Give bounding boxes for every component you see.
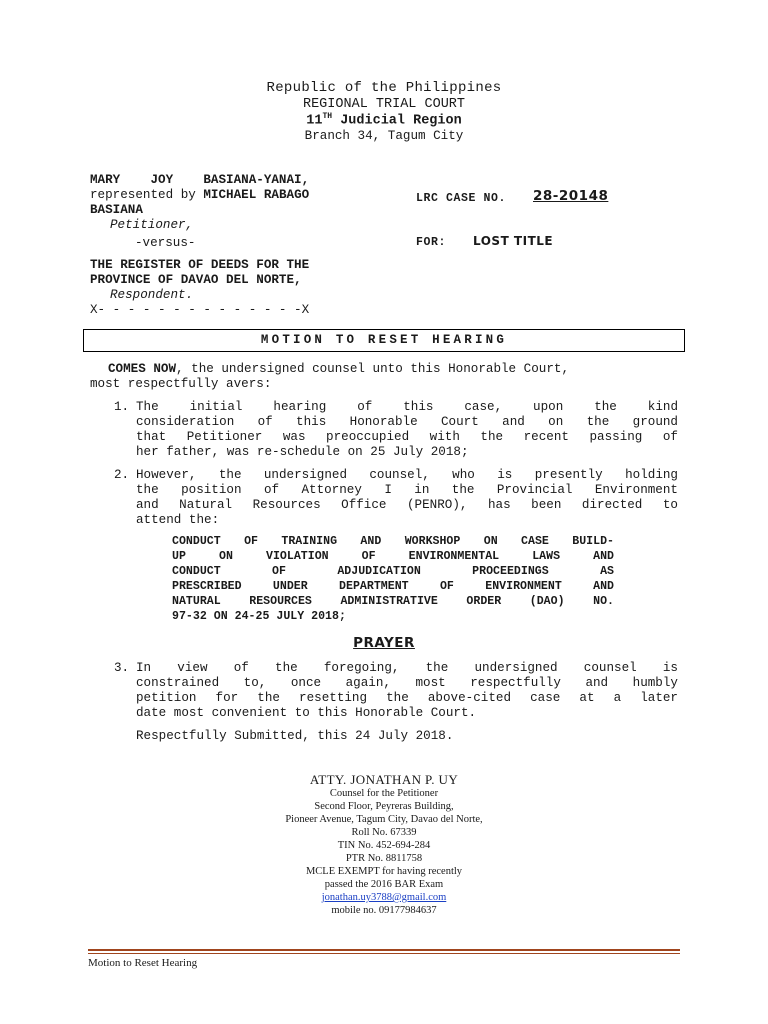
item2-line: attend the:	[136, 513, 220, 527]
case-number-value: 28-20148	[533, 188, 609, 204]
case-number-label: LRC CASE NO.	[416, 192, 507, 205]
email-row	[0, 892, 768, 903]
respondent-name-line2: PROVINCE OF DAVAO DEL NORTE,	[90, 273, 302, 287]
intro-rest: , the undersigned counsel unto this Honorable Court,	[176, 362, 570, 376]
region-number: 11	[306, 113, 323, 129]
intro-line2: most respectfully avers:	[90, 377, 272, 391]
signature-line: MCLE EXEMPT for having recently	[305, 866, 463, 877]
signature-line: Second Floor, Peyreras Building,	[314, 801, 454, 812]
training-line: CONDUCT OF ADJUDICATION PROCEEDINGS AS	[172, 565, 614, 578]
petitioner-represented	[90, 188, 309, 202]
item3-line: In view of the foregoing, the undersigned counsel is	[136, 661, 678, 675]
item1-line: The initial hearing of this case, upon the kind	[136, 400, 678, 414]
petitioner-surname: BASIANA	[90, 203, 143, 217]
item2-line: and Natural Resources Office (PENRO), has been directed to	[136, 498, 678, 512]
for-value: LOST TITLE	[473, 234, 554, 248]
training-line: PRESCRIBED UNDER DEPARTMENT OF ENVIRONMENT AND	[172, 580, 614, 593]
footer-rule-thin	[88, 953, 680, 954]
footer-rule	[88, 949, 680, 951]
training-line: NATURAL RESOURCES ADMINISTRATIVE ORDER (DAO) NO.	[172, 595, 614, 608]
item1-line: her father, was re-schedule on 25 July 2018;	[136, 445, 469, 459]
item3-line: petition for the resetting the above-cited case at a later	[136, 691, 678, 705]
mobile-number: mobile no. 09177984637	[331, 905, 437, 916]
intro-comes-now: COMES NOW	[108, 362, 177, 376]
intro-line1	[90, 362, 678, 376]
for-label: FOR:	[416, 236, 447, 249]
email-link[interactable]: jonathan.uy3788@gmail.com	[321, 892, 447, 903]
footer-label: Motion to Reset Hearing	[88, 957, 198, 969]
signature-line: PTR No. 8811758	[345, 853, 423, 864]
item1-line: consideration of this Honorable Court and on the ground	[136, 415, 678, 429]
petitioner-role: Petitioner,	[110, 218, 194, 232]
represented-by-text: represented by	[90, 188, 204, 202]
signature-line: Roll No. 67339	[351, 827, 417, 838]
item3-line: date most convenient to this Honorable Court.	[136, 706, 477, 720]
item3-number: 3.	[114, 661, 130, 675]
petitioner-name: MARY JOY BASIANA-YANAI,	[90, 173, 310, 187]
signature-line: TIN No. 452-694-284	[337, 840, 431, 851]
item3-line: constrained to, once again, most respectfully and humbly	[136, 676, 678, 690]
training-line: UP ON VIOLATION OF ENVIRONMENTAL LAWS AND	[172, 550, 614, 563]
signature-line: Counsel for the Petitioner	[329, 788, 439, 799]
respondent-name-line1: THE REGISTER OF DEEDS FOR THE	[90, 258, 310, 272]
region-label: Judicial Region	[332, 113, 462, 129]
training-line: 97-32 ON 24-25 JULY 2018;	[172, 610, 346, 623]
attorney-name: ATTY. JONATHAN P. UY	[309, 772, 459, 787]
header-branch: Branch 34, Tagum City	[304, 129, 464, 143]
motion-title: MOTION TO RESET HEARING	[260, 333, 508, 347]
region-sup: TH	[322, 112, 333, 121]
respectfully-submitted: Respectfully Submitted, this 24 July 2018.	[136, 729, 454, 743]
prayer-heading: PRAYER	[353, 635, 415, 651]
item1-line: that Petitioner was preoccupied with the recent passing of	[136, 430, 678, 444]
item1-number: 1.	[114, 400, 130, 414]
header-republic: Republic of the Philippines	[266, 80, 502, 96]
respondent-role: Respondent.	[110, 288, 194, 302]
item2-line: However, the undersigned counsel, who is presently holding	[136, 468, 678, 482]
header-court: REGIONAL TRIAL COURT	[302, 97, 466, 112]
signature-line: passed the 2016 BAR Exam	[324, 879, 444, 890]
signature-line: Pioneer Avenue, Tagum City, Davao del Norte,	[285, 814, 483, 825]
caption-separator: X- - - - - - - - - - - - - -X	[90, 303, 310, 317]
header-region	[0, 112, 768, 129]
item2-line: the position of Attorney I in the Provincial Environment	[136, 483, 678, 497]
representative-name: MICHAEL RABAGO	[203, 188, 310, 202]
training-line: CONDUCT OF TRAINING AND WORKSHOP ON CASE BUILD-	[172, 535, 614, 548]
versus-text: -versus-	[135, 236, 196, 250]
item2-number: 2.	[114, 468, 130, 482]
